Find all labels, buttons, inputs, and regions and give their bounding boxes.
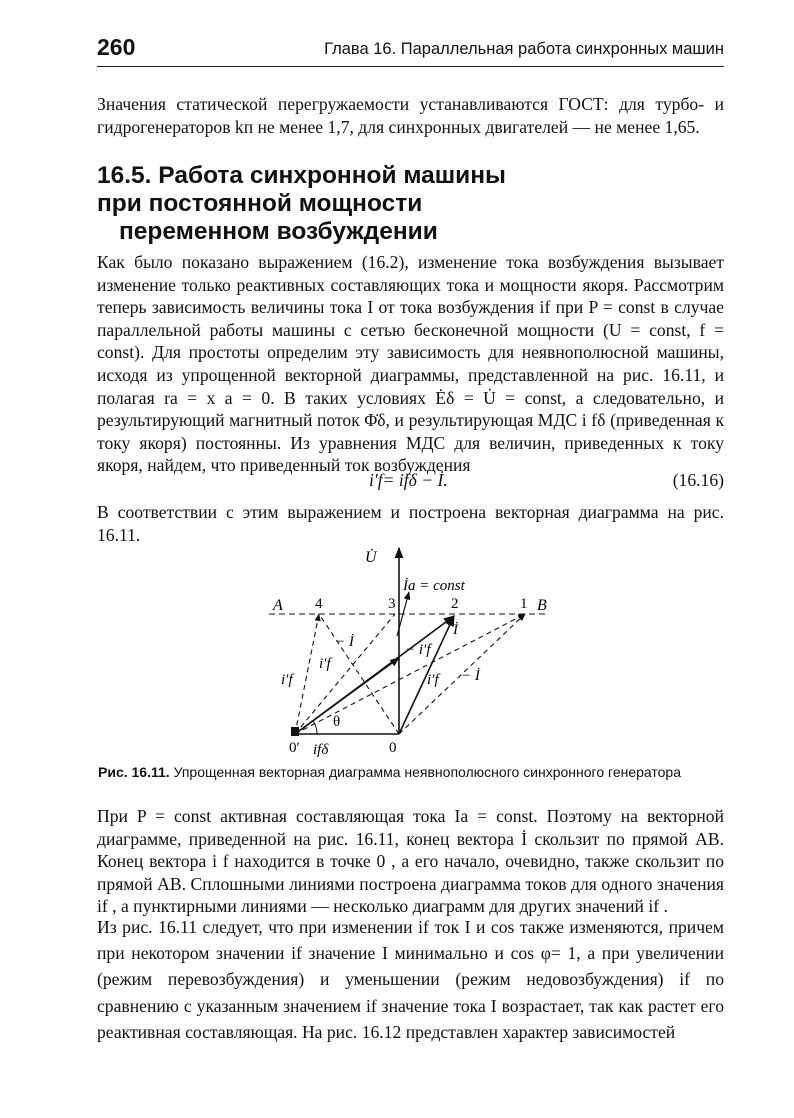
- label-b: B: [537, 597, 547, 614]
- label-if-mid: i′f: [319, 656, 331, 672]
- main-paragraph: Как было показано выражением (16.2), изменение тока возбуждения вызывает изменение только реактивных составляющих тока и мощности якоря. Рассмотрим теперь зависимость величины тока I от тока возбуждения if при P = const в случае параллельной работы машины с сетью бесконечной мощности (U = const, f = const). Для простоты определим эту зависимость для неявнополюсной машины, исходя из упрощенной векторной диаграммы, представленной на рис. 16.11, и полагая ra = x a = 0. В таких условиях Ėδ = U̇ = const, а следовательно, и результирующий магнитный поток Φ̇δ, и результирующая МДС i fδ (приведенная к току якоря) постоянны. Из уравнения МДС для величин, приведенных к току якоря, найдем, что приведенный ток возбуждения: [97, 252, 724, 476]
- label-if-left: i′f: [281, 672, 293, 688]
- dashed-0p-to-4: [295, 614, 319, 734]
- label-origin: 0: [389, 740, 397, 756]
- label-point-2: 2: [451, 596, 459, 612]
- caption-text: Упрощенная векторная диаграмма неявнополюсного синхронного генератора: [173, 764, 681, 780]
- equation-body: i′f= ifδ − İ.: [369, 470, 448, 490]
- label-if-right: i′f: [427, 672, 439, 688]
- origin-point: [291, 727, 299, 736]
- label-ia-const: İa = const: [403, 578, 465, 594]
- section-title-line-1: 16.5. Работа синхронной машины: [97, 162, 506, 189]
- label-ifdelta: ifδ: [313, 742, 329, 758]
- caption-label: Рис. 16.11.: [98, 764, 170, 780]
- label-theta: θ: [333, 714, 341, 730]
- section-title-line-2: при постоянной мощности: [97, 190, 423, 217]
- label-a: A: [273, 597, 283, 614]
- page-number: 260: [97, 34, 136, 60]
- label-minus-i-right: − İ: [461, 668, 480, 684]
- paragraph-4: При P = const активная составляющая тока Ia = const. Поэтому на векторной диаграмме, приведенной на рис. 16.11, конец вектора İ скользит по прямой AB. Конец вектора i f находится в точке 0 , а его начало, очевидно, также скользит по прямой AB. Сплошными линиями построена диаграмма токов для одного значения if , а пунктирными линиями — несколько диаграмм для других значений if .: [97, 806, 724, 917]
- label-origin-prime: 0′: [289, 740, 300, 756]
- header-rule: [97, 66, 724, 67]
- section-heading: [97, 162, 657, 246]
- running-title: Глава 16. Параллельная работа синхронных машин: [324, 40, 724, 58]
- equation-16-16: [97, 470, 724, 494]
- label-u: U̇: [365, 549, 377, 566]
- dashed-0p-to-1: [295, 614, 525, 734]
- paragraph-5: Из рис. 16.11 следует, что при изменении if ток I и cos также изменяются, причем при некотором значении if значение I минимально и cos φ= 1, а при увеличении (режим перевозбуждения) и уменьшении (режим недовозбуждения) if по сравнению с указанным значением if значение тока I возрастает, так как растет его реактивная составляющая. На рис. 16.12 представлен характер зависимостей: [97, 917, 724, 1042]
- label-minus-i-upper: − İ: [335, 634, 354, 650]
- label-point-3: 3: [388, 596, 396, 612]
- figure-caption: [98, 764, 724, 780]
- paragraph-after-equation: В соответствии с этим выражением и построена векторная диаграмма на рис. 16.11.: [97, 502, 724, 545]
- dashed-0-to-4: [319, 614, 399, 734]
- vector-diagram-figure: [255, 538, 555, 760]
- label-point-1: 1: [520, 596, 528, 612]
- label-point-4: 4: [315, 596, 323, 612]
- dashed-0p-to-3: [295, 614, 395, 734]
- if-prime-solid: [295, 658, 399, 734]
- intro-paragraph: Значения статической перегружаемости устанавливаются ГОСТ: для турбо- и гидрогенераторов kп не менее 1,7, для синхронных двигателей — не менее 1,65.: [97, 94, 724, 137]
- section-title-line-3: переменном возбуждении: [119, 218, 438, 245]
- label-i: İ: [453, 622, 458, 638]
- equation-number: (16.16): [672, 470, 724, 490]
- label-minus-if: − i′f: [405, 642, 431, 658]
